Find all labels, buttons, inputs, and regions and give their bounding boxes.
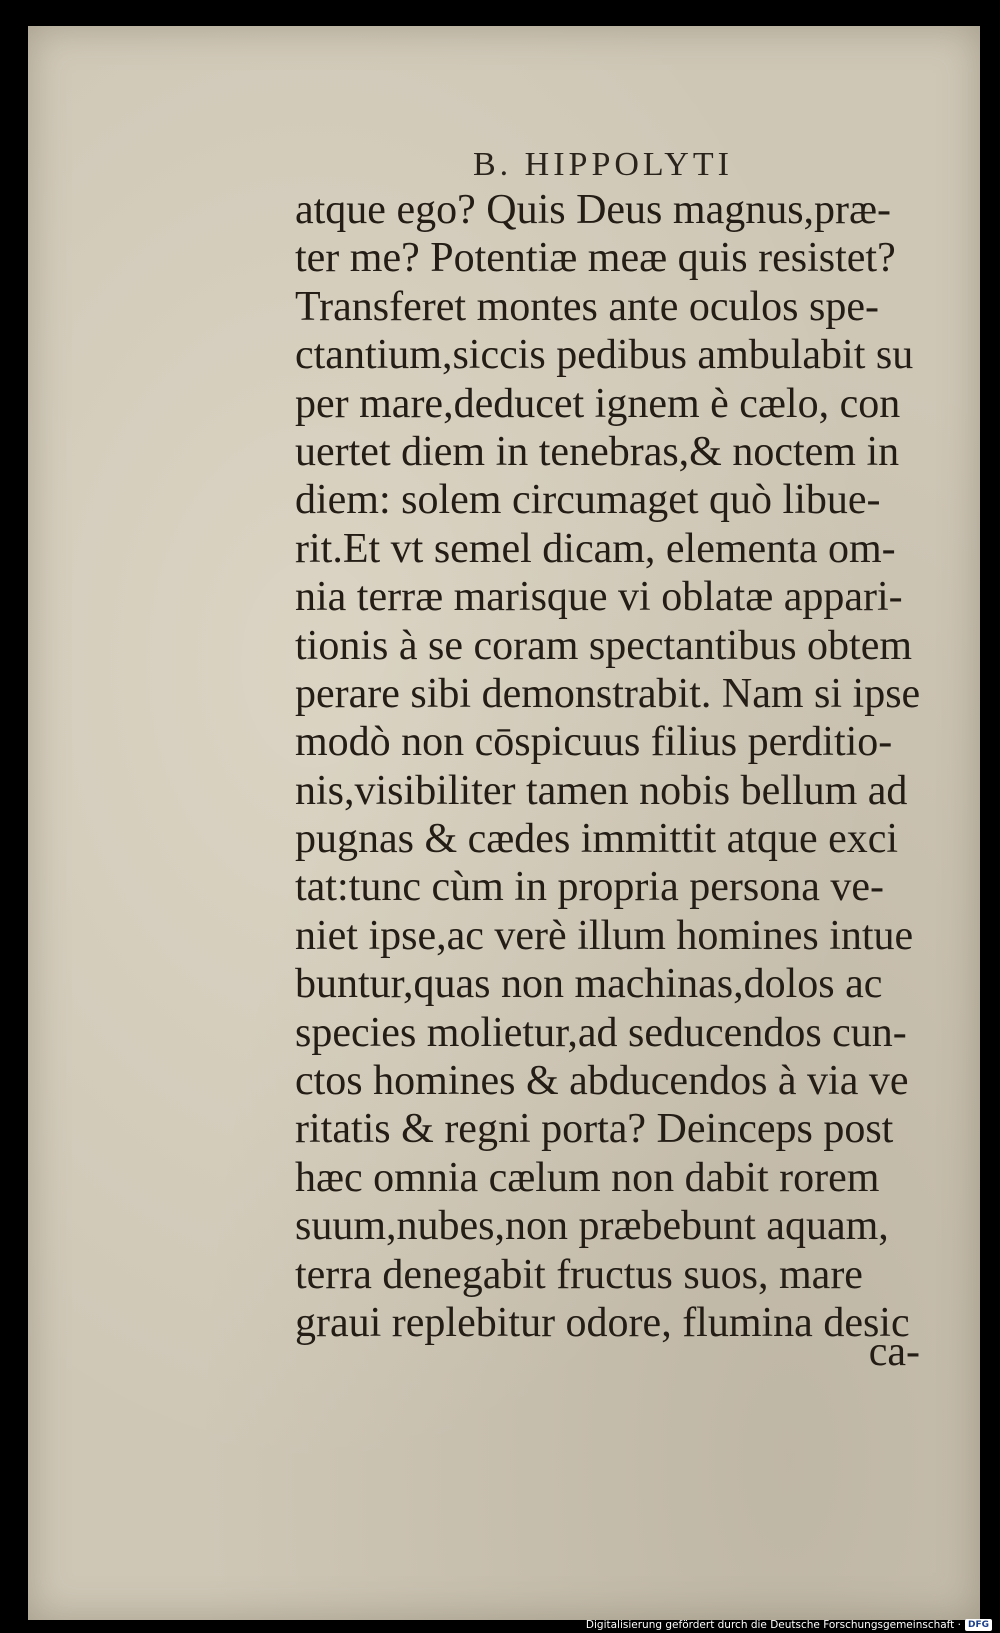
- text-line: nis,visibiliter tamen nobis bellum ad: [295, 767, 908, 814]
- text-line: perare sibi demonstrabit. Nam si ipse: [295, 670, 921, 717]
- running-head: B. HIPPOLYTI: [473, 146, 733, 183]
- text-line: Transferet montes ante oculos spe-: [295, 283, 879, 330]
- text-line: atque ego? Quis Deus magnus,præ-: [295, 187, 892, 233]
- text-line: species molietur,ad seducendos cun-: [295, 1009, 907, 1056]
- funding-footer: [586, 1619, 992, 1631]
- book-page: [28, 26, 980, 1620]
- text-line: ctos homines & abducendos à via ve: [295, 1058, 909, 1105]
- text-line: modò non cōspicuus filius perditio-: [295, 719, 893, 766]
- text-line: pugnas & cædes immittit atque exci: [295, 816, 899, 863]
- catchword: ca-: [868, 1329, 920, 1375]
- text-line: uertet diem in tenebras,& noctem in: [295, 428, 900, 475]
- text-line: suum,nubes,non præbebunt aquam,: [295, 1203, 889, 1250]
- text-line: tionis à se coram spectantibus obtem: [295, 622, 913, 669]
- body-text: [295, 186, 971, 1347]
- text-line: ctantium,siccis pedibus ambulabit su: [295, 332, 914, 379]
- text-line: tat:tunc cùm in propria persona ve-: [295, 864, 884, 911]
- text-line: ter me? Potentiæ meæ quis resistet?: [295, 235, 896, 282]
- text-line: niet ipse,ac verè illum homines intue: [295, 912, 914, 959]
- text-line: ritatis & regni porta? Deinceps post: [295, 1106, 894, 1153]
- text-line: rit.Et vt semel dicam, elementa om-: [295, 525, 896, 572]
- text-line: diem: solem circumaget quò libue-: [295, 477, 881, 524]
- text-line: nia terræ marisque vi oblatæ appari-: [295, 574, 903, 621]
- text-line: terra denegabit fructus suos, mare: [295, 1251, 863, 1298]
- footer-text: Digitalisierung gefördert durch die Deutsche Forschungsgemeinschaft ·: [585, 1619, 961, 1631]
- text-line: buntur,quas non machinas,dolos ac: [295, 961, 883, 1008]
- text-line: hæc omnia cælum non dabit rorem: [295, 1154, 880, 1201]
- text-line: graui replebitur odore, flumina desic: [295, 1299, 910, 1346]
- dfg-logo: DFG: [965, 1619, 992, 1631]
- text-line: per mare,deducet ignem è cælo, con: [295, 380, 901, 427]
